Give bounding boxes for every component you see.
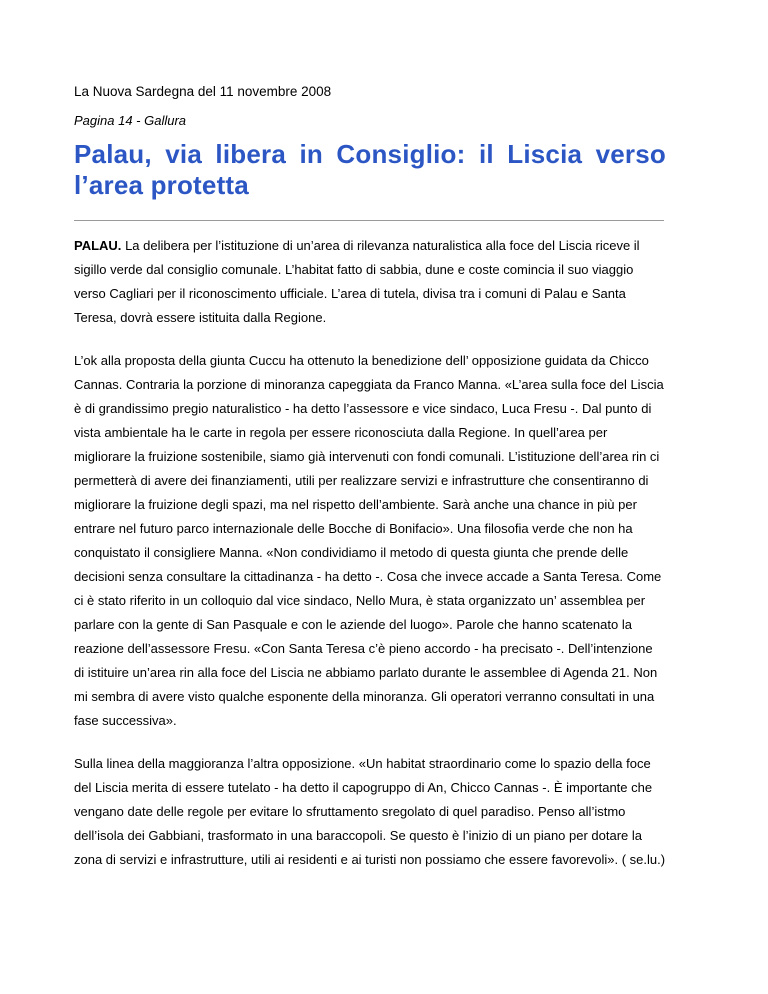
paragraph-1-text: La delibera per l’istituzione di un’area di rilevanza naturalistica alla foce del Liscia riceve il sigillo verde dal consiglio comunale. L’habitat fatto di sabbia, dune e coste comincia il suo viaggio verso Cagliari per il riconoscimento ufficiale. L’area di tutela, divisa tra i comuni di Palau e Santa Teresa, dovrà essere istituita dalla Regione.	[74, 238, 640, 325]
article-paragraph-2: L’ok alla proposta della giunta Cuccu ha ottenuto la benedizione dell’ opposizione guidata da Chicco Cannas. Contraria la porzione di minoranza capeggiata da Franco Manna. «L’area sulla foce del Liscia è di grandissimo pregio naturalistico - ha detto l’assessore e vice sindaco, Luca Fresu -. Dal punto di vista ambientale ha le carte in regola per essere riconosciuta dalla Regione. In quell’area per migliorare la fruizione sostenibile, siamo già intervenuti con fondi comunali. L’istituzione dell’area rin ci permetterà di avere dei finanziamenti, utili per realizzare servizi e infrastrutture che consentiranno di migliorare la fruizione degli spazi, ma nel rispetto dell’ambiente. Sarà anche una chance in più per entrare nel futuro parco internazionale delle Bocche di Bonifacio». Una filosofia verde che non ha conquistato il consigliere Manna. «Non condividiamo il metodo di questa giunta che prende delle decisioni senza consultare la cittadinanza - ha detto -. Cosa che invece accade a Santa Teresa. Come ci è stato riferito in un colloquio dal vice sindaco, Nello Mura, è stata organizzato un’ assemblea per parlare con la gente di San Pasquale e con le aziende del luogo». Parole che hanno scatenato la reazione dell’assessore Fresu. «Con Santa Teresa c’è pieno accordo - ha precisato -. Dell’intenzione di istituire un’area rin alla foce del Liscia ne abbiamo parlato durante le assemblee di Agenda 21. Non mi sembra di avere visto qualche esponente della minoranza. Gli operatori verranno consultati in una fase successiva».	[74, 353, 664, 728]
divider	[74, 220, 664, 221]
dateline: PALAU.	[74, 238, 122, 253]
article-paragraph-1	[74, 234, 666, 330]
article-paragraph-3: Sulla linea della maggioranza l’altra opposizione. «Un habitat straordinario come lo spazio della foce del Liscia merita di essere tutelato - ha detto il capogruppo di An, Chicco Cannas -. È importante che vengano date delle regole per evitare lo sfruttamento sregolato di quel paradiso. Penso all’istmo dell’isola dei Gabbiani, trasformato in una baraccopoli. Se questo è l’inizio di un piano per dotare la zona di servizi e infrastrutture, utili ai residenti e ai turisti non possiamo che essere favorevoli». ( se.lu.)	[74, 756, 666, 867]
article-title: Palau, via libera in Consiglio: il Liscia verso l’area protetta	[74, 139, 666, 200]
newspaper-source: La Nuova Sardegna del 11 novembre 2008	[74, 84, 332, 99]
article-body	[74, 234, 666, 891]
page-section: Pagina 14 - Gallura	[74, 113, 187, 128]
